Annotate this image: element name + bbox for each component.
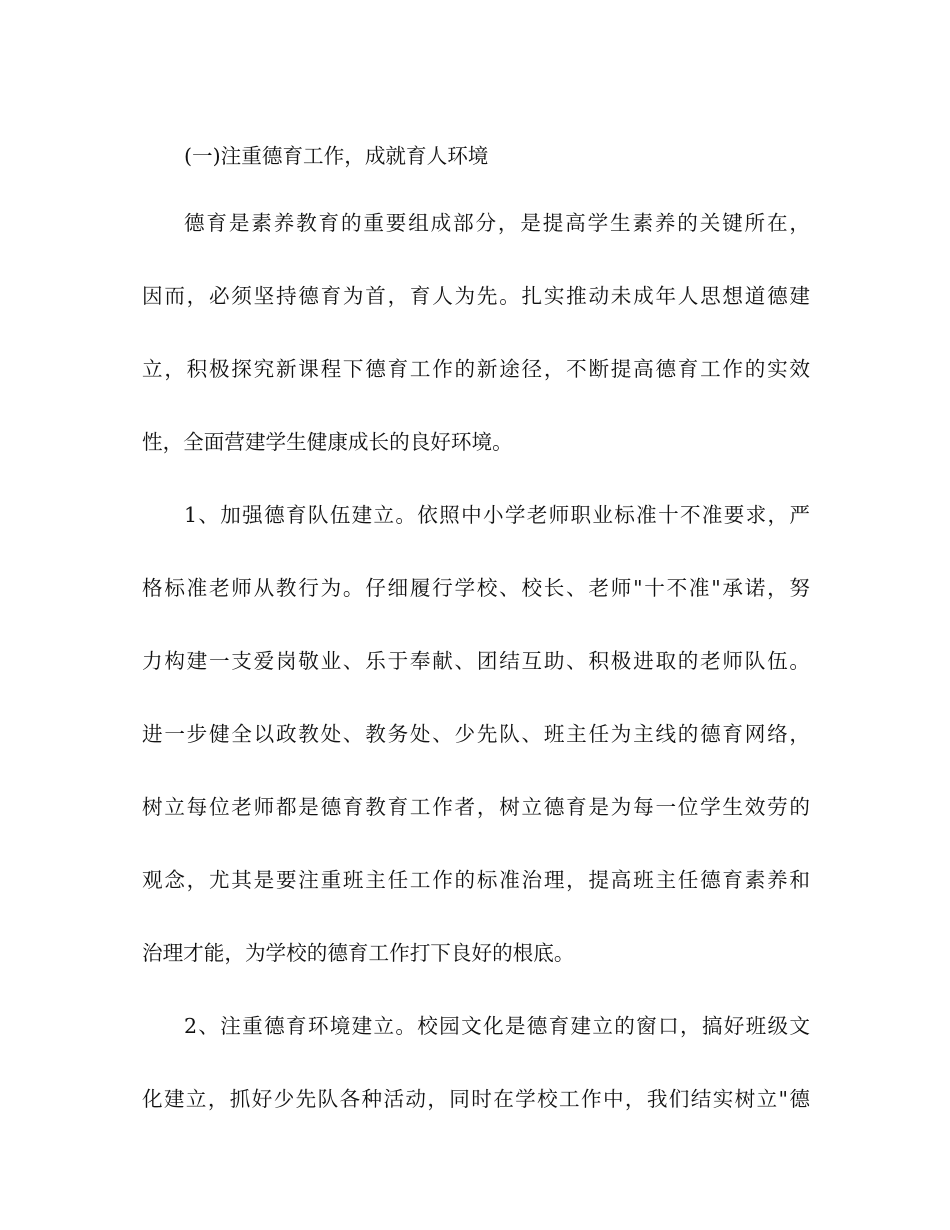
paragraph-line: 立，积极探究新课程下德育工作的新途径，不断提高德育工作的实效 bbox=[142, 357, 810, 381]
paragraph-line: 观念，尤其是要注重班主任工作的标准治理，提高班主任德育素养和 bbox=[142, 868, 810, 892]
paragraph-line: 进一步健全以政教处、教务处、少先队、班主任为主线的德育网络， bbox=[142, 722, 810, 746]
paragraph-line: 格标准老师从教行为。仔细履行学校、校长、老师"十不准"承诺，努 bbox=[142, 576, 810, 600]
paragraph-line: 德育是素养教育的重要组成部分，是提高学生素养的关键所在， bbox=[184, 211, 810, 235]
section-heading: (一)注重德育工作，成就育人环境 bbox=[184, 144, 489, 168]
paragraph-line: 力构建一支爱岗敬业、乐于奉献、团结互助、积极进取的老师队伍。 bbox=[142, 649, 810, 673]
paragraph-line: 2、注重德育环境建立。校园文化是德育建立的窗口，搞好班级文 bbox=[184, 1014, 810, 1038]
paragraph-line: 因而，必须坚持德育为首，育人为先。扎实推动未成年人思想道德建 bbox=[142, 284, 810, 308]
paragraph-line: 性，全面营建学生健康成长的良好环境。 bbox=[142, 430, 513, 454]
paragraph-line: 化建立，抓好少先队各种活动，同时在学校工作中，我们结实树立"德 bbox=[142, 1087, 810, 1111]
document-body bbox=[142, 140, 810, 1156]
paragraph-line: 1、加强德育队伍建立。依照中小学老师职业标准十不准要求，严 bbox=[184, 503, 810, 527]
paragraph-line: 树立每位老师都是德育教育工作者，树立德育是为每一位学生效劳的 bbox=[142, 795, 810, 819]
paragraph-line: 治理才能，为学校的德育工作打下良好的根底。 bbox=[142, 941, 575, 965]
